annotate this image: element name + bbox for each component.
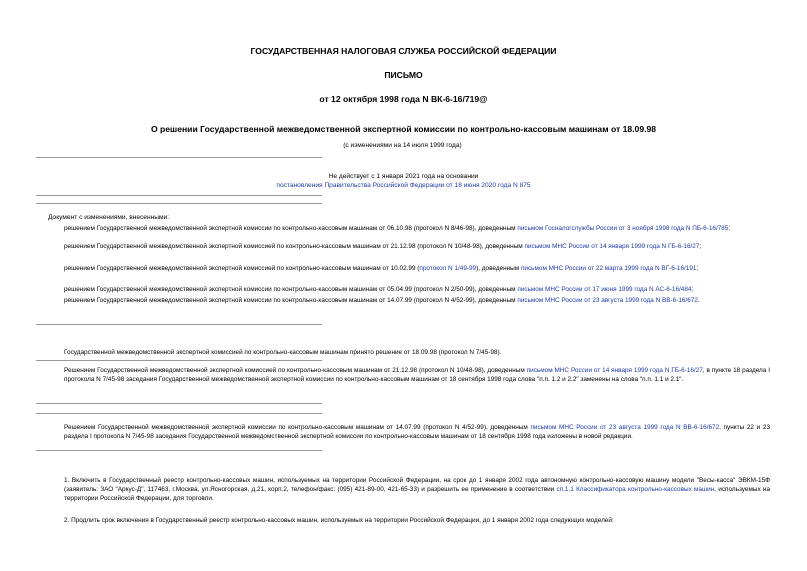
change-item [64,297,770,306]
note-link[interactable]: письмом МНС России от 23 августа 1999 года N ВВ-6-16/672 [530,424,720,431]
change-text: ; [699,243,702,250]
change-item [64,225,770,234]
change-link[interactable]: письмом МНС России от 22 марта 1999 года N ВГ-6-16/191 [520,265,697,272]
change-text: ; [691,286,694,293]
change-text: . [697,297,700,304]
status-link[interactable]: постановления Правительства Российской Федерации от 18 июня 2020 года N 875 [276,182,531,189]
doc-type: ПИСЬМО [384,70,423,80]
change-link[interactable]: письмом Госналогслужбы России от 3 ноября 1998 года N ПБ-6-16/785 [517,225,729,232]
amendment-note [64,424,770,442]
note-text: Решением Государственной межведомственной экспертной комиссией по контрольно-кассовым машинам от 21.12.98 (протокол N 10/48-98), доведенным [64,367,527,374]
amendment-note [64,367,770,385]
change-text: решением Государственной межведомственной экспертной комиссии по контрольно-кассовым машинам от 05.04.99 (протокол N 2/50-99), доведенным [64,286,518,293]
separator [36,403,322,404]
date-number: от 12 октября 1998 года N ВК-6-16/719@ [319,94,488,104]
change-item [64,265,770,274]
changes-intro: Документ с изменениями, внесенными: [48,214,170,221]
item-text: 1. Включить в Государственный реестр контрольно-кассовых машин, используемых на территории Российской Федерации, на срок до 1 января 2002 года автономную контрольно-кассовую машину модели "Весы-касса" ЭВКМ-15Ф (заявитель: ЗАО "Аркус-Д", 117463, г.Москва, ул.Ясногорская, д.21, корп.2, телефон/факс: (095) 421-89-00, 421-65-33) и разрешить ее применение в соответствии [64,477,770,493]
status-line: Не действует с 1 января 2021 года на основании [328,173,479,180]
change-link[interactable]: письмом МНС России от 23 августа 1999 года N ВВ-6-16/672 [517,297,698,304]
separator [36,324,322,325]
paragraph-decision: Государственной межведомственной экспертной комиссией по контрольно-кассовым машинам принято решение от 18.09.98 (протокол N 7/45-98). [64,349,502,356]
change-text: ; [728,225,731,232]
change-link[interactable]: протокол N 1/49-99 [419,265,477,272]
separator [36,413,322,414]
change-text: ), доведенным [476,265,521,272]
classifier-link[interactable]: сп.1.1 Классификатора контрольно-кассовых машин [556,485,715,493]
item-1 [64,477,770,504]
change-text: решением Государственной межведомственной экспертной комиссии по контрольно-кассовым машинам от 14.07.99 (протокол N 4/52-99), доведенным [64,297,518,304]
change-link[interactable]: письмом МНС России от 17 июня 1999 года N АС-6-16/484 [517,286,692,293]
separator [36,157,322,158]
separator [36,450,322,451]
separator [36,360,322,361]
item-2: 2. Продлить срок включения в Государственный реестр контрольно-кассовых машин, используемых на территории Российской Федерации, до 1 января 2002 года следующих моделей: [64,517,614,524]
item-text: , используемых на территории Российской Федерации, для торговли. [64,485,770,502]
change-item [64,243,770,252]
note-text: Решением Государственной межведомственной экспертной комиссии по контрольно-кассовым машинам от 14.07.99 (протокол N 4/52-99), доведенным [64,424,531,431]
change-text: решением Государственной межведомственной экспертной комиссией по контрольно-кассовым машинам от 10.02.99 ( [64,265,420,272]
edition-note: (с изменениями на 14 июля 1999 года) [343,142,462,149]
agency-title: ГОСУДАРСТВЕННАЯ НАЛОГОВАЯ СЛУЖБА РОССИЙСКОЙ ФЕДЕРАЦИИ [250,46,557,56]
change-text: решением Государственной межведомственной экспертной комиссией по контрольно-кассовым машинам от 21.12.98 (протокол N 10/48-98), доведенным [64,243,525,250]
separator [36,195,322,196]
change-item [64,286,770,295]
separator [36,203,322,204]
change-text: ; [696,265,699,272]
note-text: , пункты 22 и 23 раздела I протокола N 7/45-98 заседания Государственной межведомственной экспертной комиссии по контрольно-кассовым машинам от 18 сентября 1998 года изложены в новой редакции. [64,424,770,440]
note-text: , в пункте 18 раздела I протокола N 7/45-98 заседания Государственной межведомственной экспертной комиссии по контрольно-кассовым машинам от 18 сентября 1998 года слова "п.п. 1.2 и 2.2" заменены на слова "п.п. 1.1 и 2.1". [64,367,770,383]
change-link[interactable]: письмом МНС России от 14 января 1999 года N ГБ-6-16/27 [524,243,700,250]
doc-subject: О решении Государственной межведомственной экспертной комиссии по контрольно-кассовым машинам от 18.09.98 [150,124,657,134]
change-text: решением Государственной межведомственной экспертной комиссии по контрольно-кассовым машинам от 06.10.98 (протокол N 8/46-98), доведенным [64,225,518,232]
note-link[interactable]: письмом МНС России от 14 января 1999 года N ГБ-6-16/27 [526,367,703,374]
